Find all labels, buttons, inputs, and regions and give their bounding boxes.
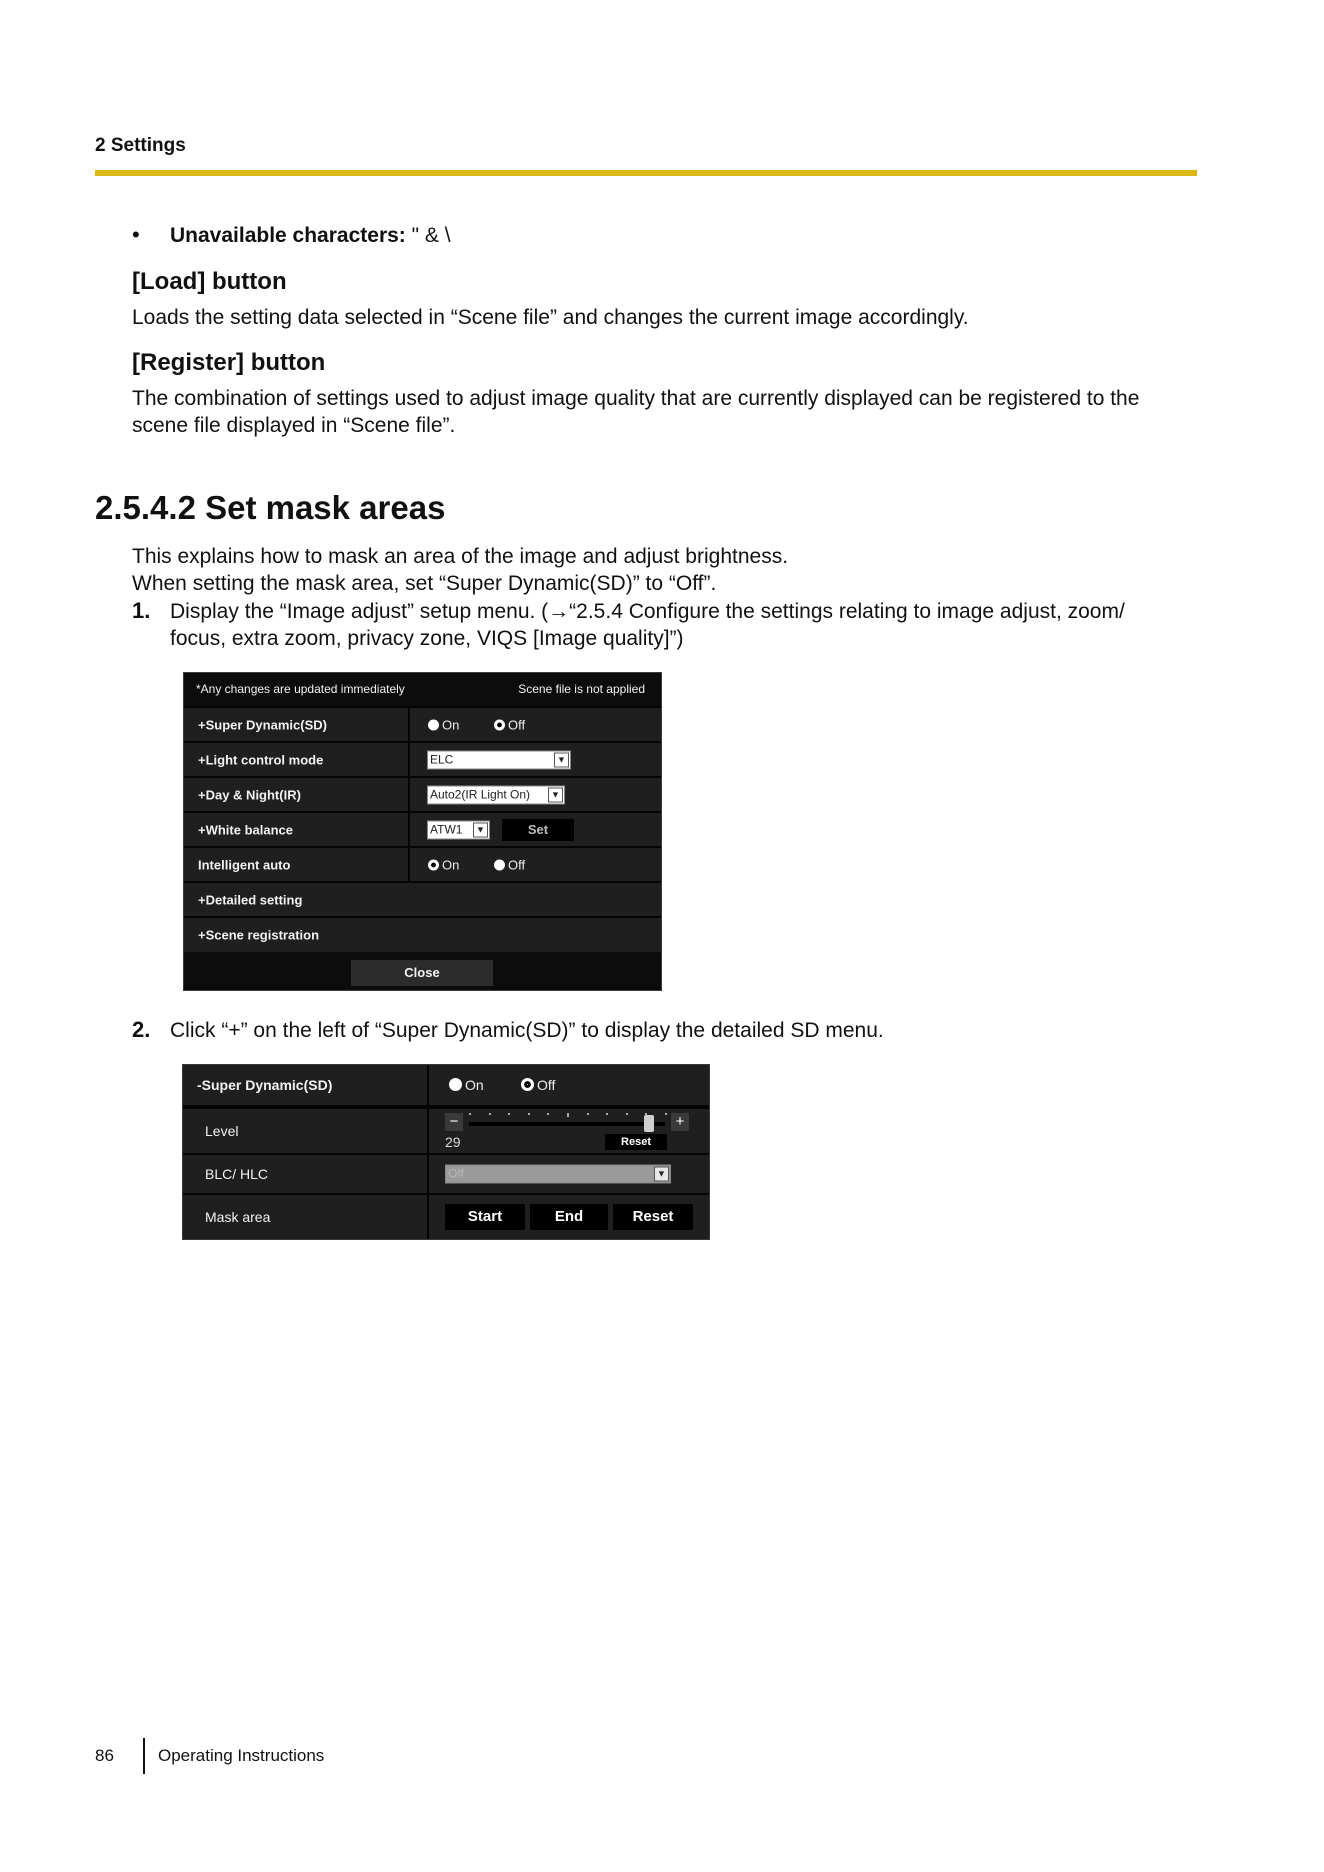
image-adjust-panel (183, 672, 662, 991)
sd-detail-panel (182, 1064, 710, 1240)
row-level (183, 1107, 709, 1153)
register-button-heading: [Register] button (132, 349, 326, 376)
light-control-label[interactable]: +Light control mode (198, 752, 324, 768)
step-1-line2: focus, extra zoom, privacy zone, VIQS [Image quality]”) (170, 627, 684, 650)
radio-selected-icon (494, 720, 505, 731)
bullet-dot: • (132, 222, 140, 247)
level-minus-button[interactable]: − (445, 1113, 463, 1131)
level-label: Level (205, 1123, 239, 1139)
radio-unselected-icon (449, 1078, 462, 1091)
register-text-line2: scene file displayed in “Scene file”. (132, 414, 456, 437)
mask-area-label: Mask area (205, 1209, 271, 1225)
footer-title: Operating Instructions (158, 1746, 325, 1765)
slider-tick (547, 1113, 549, 1115)
slider-tick (489, 1113, 491, 1115)
row-blc-hlc (183, 1153, 709, 1193)
super-dynamic-label[interactable]: +Super Dynamic(SD) (198, 717, 327, 733)
super-dynamic-detail-label[interactable]: -Super Dynamic(SD) (197, 1077, 333, 1093)
chevron-down-icon: ▼ (548, 788, 563, 803)
sd-detail-off-radio[interactable]: Off (521, 1077, 555, 1093)
day-night-select[interactable]: Auto2(IR Light On) ▼ (427, 786, 565, 805)
slider-tick (528, 1113, 530, 1115)
step-1-number: 1. (132, 598, 151, 623)
footer-divider (143, 1738, 145, 1774)
chevron-down-icon: ▼ (554, 753, 569, 768)
slider-tick (587, 1113, 589, 1115)
chevron-down-icon: ▼ (654, 1167, 669, 1182)
sd-off-radio[interactable]: Off (494, 718, 525, 733)
level-slider-thumb[interactable] (644, 1115, 654, 1132)
level-value: 29 (445, 1134, 461, 1150)
level-slider-track[interactable] (469, 1122, 665, 1126)
register-text-line1: The combination of settings used to adjust image quality that are currently displayed can be registered to the (132, 387, 1140, 410)
slider-tick (645, 1113, 647, 1115)
slider-tick (567, 1113, 569, 1117)
radio-unselected-icon (494, 860, 505, 871)
radio-unselected-icon (428, 720, 439, 731)
white-balance-select[interactable]: ATW1 ▼ (427, 821, 490, 840)
section-header: 2 Settings (95, 135, 186, 156)
slider-tick (665, 1113, 667, 1115)
ia-off-radio[interactable]: Off (494, 858, 525, 873)
slider-tick (626, 1113, 628, 1115)
scene-registration-label[interactable]: +Scene registration (198, 927, 320, 943)
mask-end-button[interactable]: End (530, 1204, 608, 1230)
blc-hlc-label: BLC/ HLC (205, 1166, 269, 1182)
sd-detail-on-radio[interactable]: On (449, 1077, 484, 1093)
radio-selected-icon (428, 860, 439, 871)
row-mask-area (183, 1193, 709, 1239)
level-reset-button[interactable]: Reset (605, 1134, 667, 1150)
ia-on-radio[interactable]: On (428, 858, 459, 873)
row-light-control (184, 741, 661, 777)
white-balance-set-button[interactable]: Set (502, 819, 574, 841)
sd-on-radio[interactable]: On (428, 718, 459, 733)
unavailable-characters (170, 222, 451, 249)
white-balance-label[interactable]: +White balance (198, 822, 293, 838)
section-intro-1: This explains how to mask an area of the image and adjust brightness. (132, 545, 789, 568)
blc-hlc-select: Off ▼ (445, 1165, 671, 1184)
mask-reset-button[interactable]: Reset (613, 1204, 693, 1230)
chevron-down-icon: ▼ (473, 823, 488, 838)
row-super-dynamic (184, 706, 661, 742)
day-night-label[interactable]: +Day & Night(IR) (198, 787, 301, 803)
section-heading: 2.5.4.2 Set mask areas (95, 489, 446, 526)
page-number: 86 (95, 1746, 114, 1765)
step-2-line1: Click “+” on the left of “Super Dynamic(SD)” to display the detailed SD menu. (170, 1019, 884, 1042)
close-button[interactable]: Close (351, 960, 493, 986)
unavailable-value: " & \ (405, 224, 451, 247)
row-scene-registration (184, 916, 661, 952)
row-white-balance (184, 811, 661, 847)
step-1-line1: Display the “Image adjust” setup menu. (→“2.5.4 Configure the settings relating to image adjust, zoom/ (170, 600, 1125, 623)
intelligent-auto-label: Intelligent auto (198, 857, 291, 873)
unavailable-label: Unavailable characters: (170, 224, 406, 247)
mask-start-button[interactable]: Start (445, 1204, 525, 1230)
section-intro-2: When setting the mask area, set “Super Dynamic(SD)” to “Off”. (132, 572, 717, 595)
level-plus-button[interactable]: + (671, 1113, 689, 1131)
detailed-setting-label[interactable]: +Detailed setting (198, 892, 303, 908)
slider-tick (606, 1113, 608, 1115)
radio-selected-icon (521, 1078, 534, 1091)
panel-notice: *Any changes are updated immediately (196, 682, 405, 696)
scene-file-status: Scene file is not applied (518, 682, 645, 696)
slider-tick (469, 1113, 471, 1115)
light-control-select[interactable]: ELC ▼ (427, 751, 571, 770)
slider-tick (508, 1113, 510, 1115)
load-button-text: Loads the setting data selected in “Scene file” and changes the current image accordingly. (132, 306, 969, 329)
row-day-night (184, 776, 661, 812)
row-detailed-setting (184, 881, 661, 917)
header-rule (95, 170, 1197, 176)
step-2-number: 2. (132, 1017, 151, 1042)
row-super-dynamic-detail (183, 1065, 709, 1105)
load-button-heading: [Load] button (132, 268, 287, 295)
row-intelligent-auto (184, 846, 661, 882)
